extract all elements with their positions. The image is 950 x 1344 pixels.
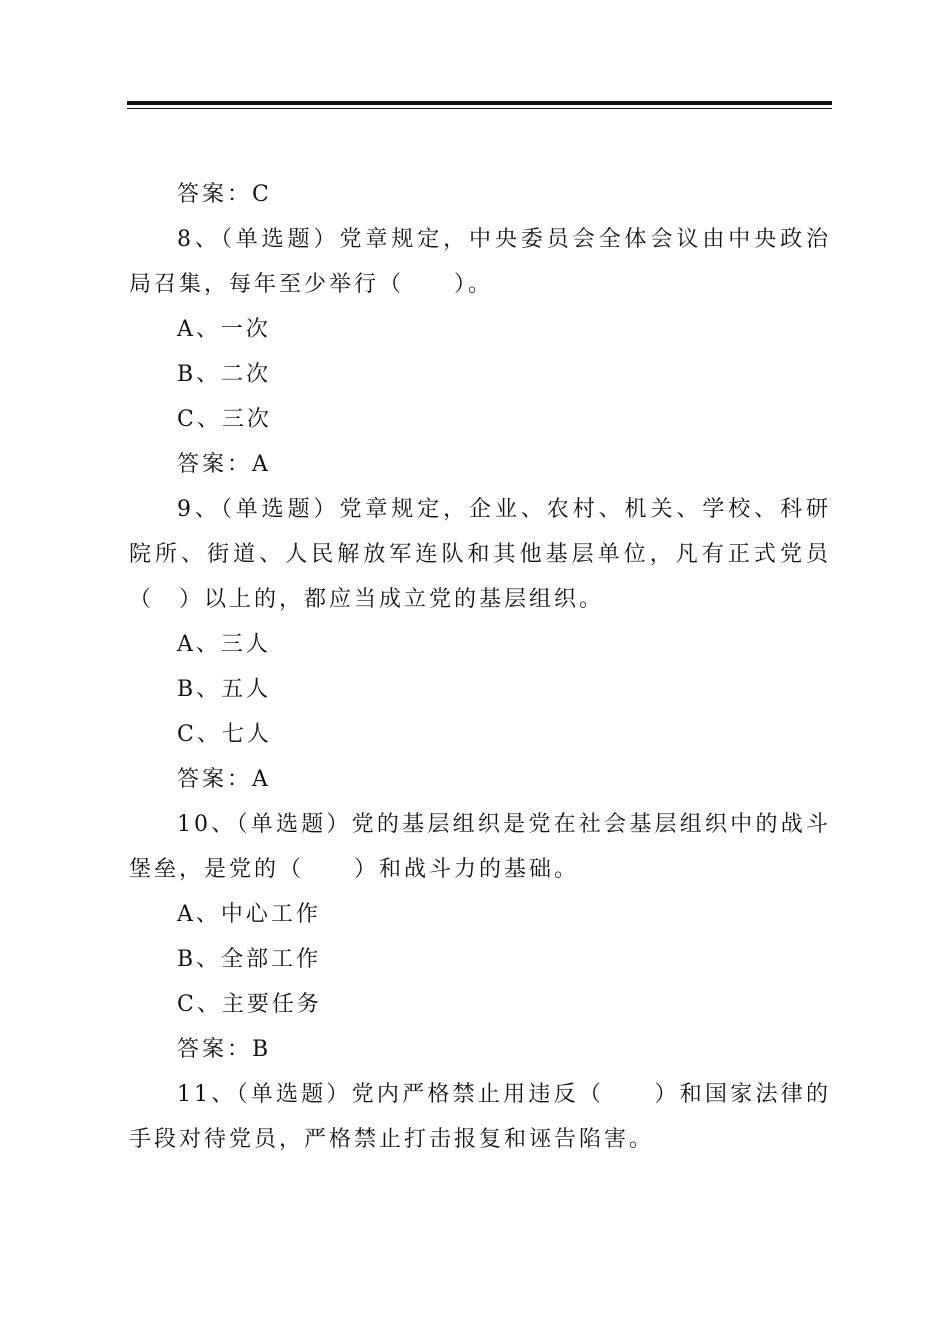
- option-8-c: C、三次: [177, 407, 272, 432]
- option-10-c: C、主要任务: [177, 992, 322, 1017]
- document-body: [129, 172, 831, 1162]
- question-11: 11、（单选题）党内严格禁止用违反（ ）和国家法律的手段对待党员，严格禁止打击报复和诬告陷害。: [129, 1082, 831, 1152]
- option-10-a: A、中心工作: [177, 902, 321, 927]
- question-10: 10、（单选题）党的基层组织是党在社会基层组织中的战斗堡垒，是党的（ ）和战斗力的基础。: [129, 812, 831, 882]
- answer-8: 答案：A: [177, 452, 271, 477]
- option-8-a: A、一次: [177, 317, 271, 342]
- option-10-b: B、全部工作: [177, 947, 322, 972]
- answer-7: 答案：C: [177, 182, 272, 207]
- option-8-b: B、二次: [177, 362, 272, 387]
- option-9-b: B、五人: [177, 677, 272, 702]
- answer-10: 答案：B: [177, 1037, 272, 1062]
- header-rule-thin: [127, 108, 832, 109]
- answer-9: 答案：A: [177, 767, 271, 792]
- option-9-c: C、七人: [177, 722, 272, 747]
- question-9: 9、（单选题）党章规定，企业、农村、机关、学校、科研院所、街道、人民解放军连队和其他基层单位，凡有正式党员（ ）以上的，都应当成立党的基层组织。: [129, 497, 831, 612]
- header-rule-thick: [127, 101, 832, 105]
- question-8: 8、（单选题）党章规定，中央委员会全体会议由中央政治局召集，每年至少举行（ ）。: [129, 227, 831, 297]
- option-9-a: A、三人: [177, 632, 271, 657]
